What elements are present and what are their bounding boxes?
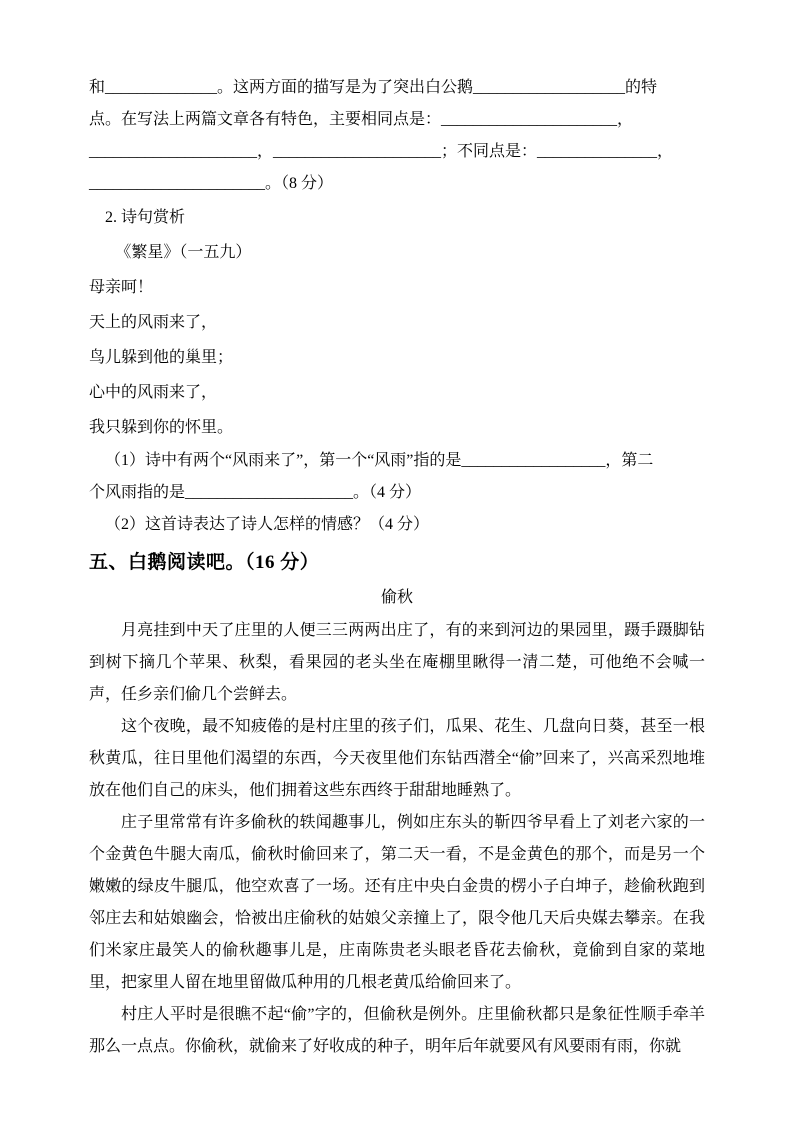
- fill-blank-line-2: 点。在写法上两篇文章各有特色，主要相同点是：______________________，: [89, 111, 634, 128]
- article-paragraph-2: 这个夜晚，最不知疲倦的是村庄里的孩子们，瓜果、花生、几盘向日葵，甚至一根秋黄瓜，往日里他们渴望的东西，今天夜里他们东钻西潜全“偷”回来了，兴高采烈地堆放在他们自己的床头，他们拥着这些东西终于甜甜地睡熟了。: [89, 718, 705, 799]
- poem-line-2: 天上的风雨来了，: [89, 314, 218, 331]
- poem-question-2: （2）这首诗表达了诗人怎样的情感？（4 分）: [105, 516, 430, 533]
- poem-line-5: 我只躲到你的怀里。: [89, 419, 234, 436]
- poem-question-1-line-1: （1）诗中有两个“风雨来了”，第一个“风雨”指的是__________________，第二: [105, 452, 654, 469]
- fill-blank-line-4: ______________________。（8 分）: [89, 175, 334, 192]
- fill-blank-line-1: 和______________。这两方面的描写是为了突出白公鹅___________________的特: [89, 79, 658, 96]
- reading-section-heading: 五、白鹅阅读吧。（16 分）: [89, 552, 320, 573]
- fill-blank-section: [89, 72, 705, 200]
- poem-question-1-line-2: 个风雨指的是_____________________。（4 分）: [89, 484, 422, 501]
- poem-line-1: 母亲呵！: [89, 279, 154, 296]
- poem-questions: [89, 445, 705, 541]
- article-paragraph-4: 村庄人平时是很瞧不起“偷”字的，但偷秋是例外。庄里偷秋都只是象征性顺手牵羊那么一点点。你偷秋，就偷来了好收成的种子，明年后年就要风有风要雨有雨，你就: [89, 1006, 705, 1055]
- reading-section: [89, 544, 705, 1063]
- poem-appreciation-section: [89, 200, 705, 445]
- fill-blank-line-3: _____________________，_____________________；不同点是：_______________，: [89, 143, 674, 160]
- poem-line-4: 心中的风雨来了，: [89, 384, 218, 401]
- article-paragraph-3: 庄子里常常有许多偷秋的轶闻趣事儿，例如庄东头的靳四爷早看上了刘老六家的一个金黄色牛腿大南瓜，偷秋时偷回来了，第二天一看，不是金黄色的那个，而是另一个嫩嫩的绿皮牛腿瓜，他空欢喜了一场。还有庄中央白金贵的楞小子白坤子，趁偷秋跑到邻庄去和姑娘幽会，恰被出庄偷秋的姑娘父亲撞上了，限令他几天后央媒去攀亲。在我们米家庄最笑人的偷秋趣事儿是，庄南陈贵老头眼老昏花去偷秋，竟偷到自家的菜地里，把家里人留在地里留做瓜种用的几根老黄瓜给偷回来了。: [89, 814, 705, 991]
- poem-line-3: 鸟儿躲到他的巢里；: [89, 349, 234, 366]
- poem-title: 《繁星》（一五九）: [115, 244, 252, 261]
- poem-section-heading: 2. 诗句赏析: [105, 209, 186, 226]
- article-paragraph-1: 月亮挂到中天了庄里的人便三三两两出庄了，有的来到河边的果园里，蹑手蹑脚钻到树下摘几个苹果、秋梨，看果园的老头坐在庵棚里瞅得一清二楚，可他绝不会喊一声，任乡亲们偷几个尝鲜去。: [89, 622, 705, 703]
- article-title: 偷秋: [380, 589, 413, 606]
